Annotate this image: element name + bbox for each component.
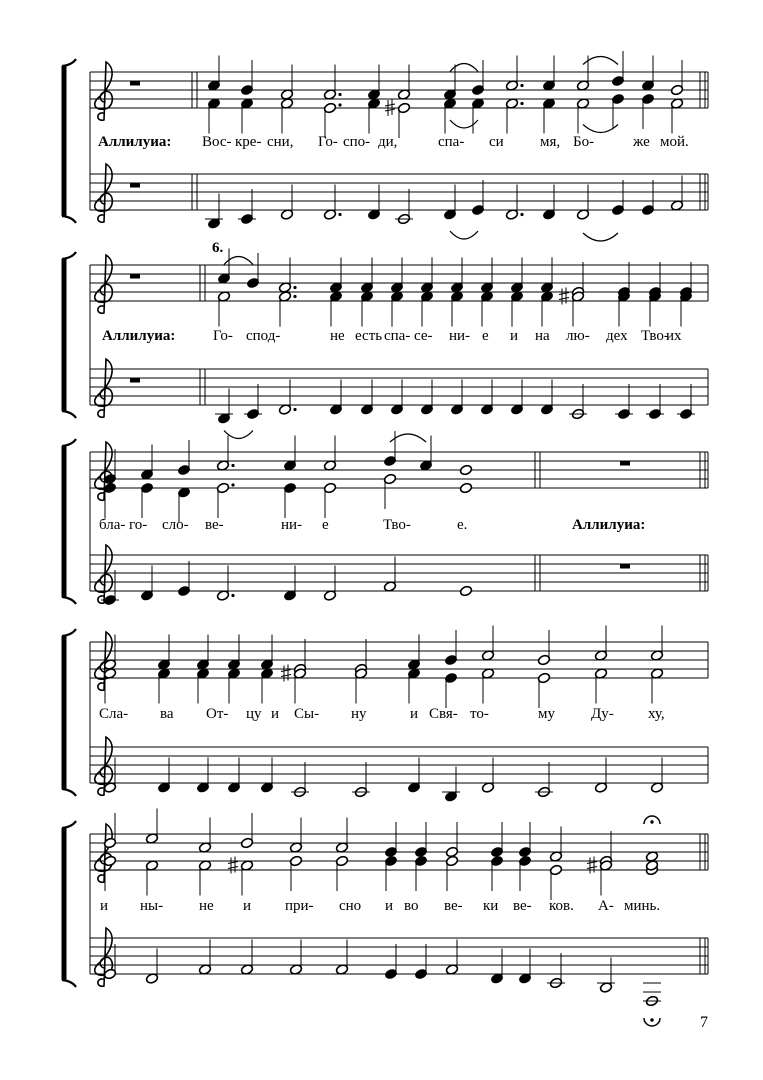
notehead bbox=[459, 585, 472, 597]
allelulia-label: Аллилуиа: bbox=[572, 517, 646, 533]
dot bbox=[338, 93, 341, 96]
treble-clef-icon bbox=[95, 255, 113, 313]
lyric: сло- bbox=[162, 517, 189, 533]
lyric: Сла- bbox=[99, 706, 129, 722]
lyric: Свя- bbox=[429, 706, 458, 722]
lyric: цу bbox=[246, 706, 262, 722]
system-3 bbox=[99, 517, 645, 533]
whole-rest-icon bbox=[620, 564, 630, 569]
lyric: же bbox=[633, 134, 650, 150]
system-5 bbox=[100, 898, 660, 914]
sharp-icon bbox=[228, 857, 238, 874]
bracket-hook bbox=[62, 411, 76, 418]
lyric: ни- bbox=[281, 517, 303, 533]
lyric: минь. bbox=[624, 898, 661, 914]
whole-rest-icon bbox=[130, 81, 140, 86]
lyric: спа- bbox=[438, 134, 465, 150]
lyrics-row bbox=[202, 134, 689, 150]
bracket-hook bbox=[62, 789, 76, 796]
slur bbox=[450, 120, 478, 128]
lyric: при- bbox=[285, 898, 314, 914]
lyric: ди, bbox=[378, 134, 398, 150]
lyric: лю- bbox=[566, 328, 590, 344]
slur bbox=[583, 233, 618, 241]
lyric: бла- bbox=[99, 517, 126, 533]
lyric: ни- bbox=[449, 328, 471, 344]
lyric: От- bbox=[206, 706, 229, 722]
treble-clef-icon bbox=[95, 164, 113, 222]
bracket-hook bbox=[62, 252, 76, 259]
dot bbox=[231, 594, 234, 597]
allelulia-label: Аллилуиа: bbox=[98, 134, 172, 150]
fermata-dot bbox=[650, 820, 653, 823]
lyric: не bbox=[330, 328, 345, 344]
slur bbox=[224, 257, 253, 265]
dot bbox=[293, 408, 296, 411]
whole-rest-icon bbox=[620, 461, 630, 466]
lyric: сни, bbox=[267, 134, 294, 150]
dot bbox=[520, 102, 523, 105]
sharp-icon bbox=[281, 665, 291, 682]
lyric: се- bbox=[414, 328, 433, 344]
lyric: му bbox=[538, 706, 555, 722]
lyric: дех bbox=[606, 328, 628, 344]
lyric: и bbox=[510, 328, 519, 344]
lyric: и bbox=[100, 898, 109, 914]
whole-rest-icon bbox=[130, 274, 140, 279]
bracket-hook bbox=[62, 216, 76, 223]
dot bbox=[293, 286, 296, 289]
lyric: е bbox=[322, 517, 329, 533]
slur bbox=[450, 231, 478, 239]
system-1 bbox=[98, 134, 689, 150]
bracket-hook bbox=[62, 59, 76, 66]
lyric: ки bbox=[483, 898, 499, 914]
dot bbox=[338, 213, 341, 216]
lyric: есть bbox=[355, 328, 383, 344]
treble-clef-icon bbox=[95, 545, 113, 603]
lyric: Бо- bbox=[573, 134, 595, 150]
lyric: ков. bbox=[549, 898, 574, 914]
lyric: на bbox=[535, 328, 550, 344]
lyric: мой. bbox=[660, 134, 689, 150]
lyric: Го- bbox=[213, 328, 233, 344]
lyric: Сы- bbox=[294, 706, 320, 722]
bracket-hook bbox=[62, 597, 76, 604]
fermata-dot bbox=[650, 1018, 653, 1021]
lyric: их bbox=[666, 328, 682, 344]
lyrics-row bbox=[100, 898, 660, 914]
notehead bbox=[459, 464, 472, 476]
dot bbox=[338, 103, 341, 106]
lyric: ве- bbox=[444, 898, 463, 914]
slur bbox=[450, 64, 478, 72]
lyrics-row bbox=[99, 517, 467, 533]
lyric: сно bbox=[339, 898, 362, 914]
bracket-hook bbox=[62, 821, 76, 828]
bracket-hook bbox=[62, 439, 76, 446]
lyric: го- bbox=[129, 517, 148, 533]
lyric: и bbox=[385, 898, 394, 914]
treble-clef-icon bbox=[95, 824, 113, 882]
lyric: мя, bbox=[540, 134, 561, 150]
dot bbox=[520, 84, 523, 87]
dot bbox=[231, 464, 234, 467]
lyric: не bbox=[199, 898, 214, 914]
lyric: е. bbox=[457, 517, 468, 533]
lyric: ве- bbox=[205, 517, 224, 533]
lyric: спа- bbox=[384, 328, 411, 344]
treble-clef-icon bbox=[95, 62, 113, 120]
lyric: ны- bbox=[140, 898, 164, 914]
lyric: и bbox=[271, 706, 280, 722]
dot bbox=[520, 213, 523, 216]
lyric: Го- bbox=[318, 134, 338, 150]
dot bbox=[293, 295, 296, 298]
lyric: то- bbox=[470, 706, 489, 722]
lyric: си bbox=[489, 134, 504, 150]
dot bbox=[231, 483, 234, 486]
whole-rest-icon bbox=[130, 378, 140, 383]
lyric: спод- bbox=[246, 328, 281, 344]
lyric: А- bbox=[598, 898, 614, 914]
lyrics-row bbox=[213, 328, 682, 344]
lyric: кре- bbox=[235, 134, 262, 150]
bracket-hook bbox=[62, 629, 76, 636]
lyric: во bbox=[404, 898, 419, 914]
whole-rest-icon bbox=[130, 183, 140, 188]
bracket-hook bbox=[62, 980, 76, 987]
verse-number: 6. bbox=[212, 240, 224, 256]
treble-clef-icon bbox=[95, 359, 113, 417]
lyric: е bbox=[482, 328, 489, 344]
lyric: Ду- bbox=[591, 706, 614, 722]
lyrics-row bbox=[99, 706, 665, 722]
page-number: 7 bbox=[700, 1014, 708, 1031]
lyric: ва bbox=[160, 706, 174, 722]
lyric: ве- bbox=[513, 898, 532, 914]
system-4 bbox=[99, 706, 665, 722]
lyric: спо- bbox=[343, 134, 371, 150]
lyric: ну bbox=[351, 706, 367, 722]
sharp-icon bbox=[587, 857, 597, 874]
allelulia-label: Аллилуиа: bbox=[102, 328, 176, 344]
lyric: Тво- bbox=[383, 517, 411, 533]
lyric: и bbox=[410, 706, 419, 722]
sharp-icon bbox=[559, 288, 569, 305]
lyric: ху, bbox=[648, 706, 665, 722]
notation-layer bbox=[62, 51, 708, 1026]
lyric: и bbox=[243, 898, 252, 914]
notehead bbox=[459, 482, 472, 494]
lyric: Вос- bbox=[202, 134, 232, 150]
lyric: Тво- bbox=[641, 328, 669, 344]
